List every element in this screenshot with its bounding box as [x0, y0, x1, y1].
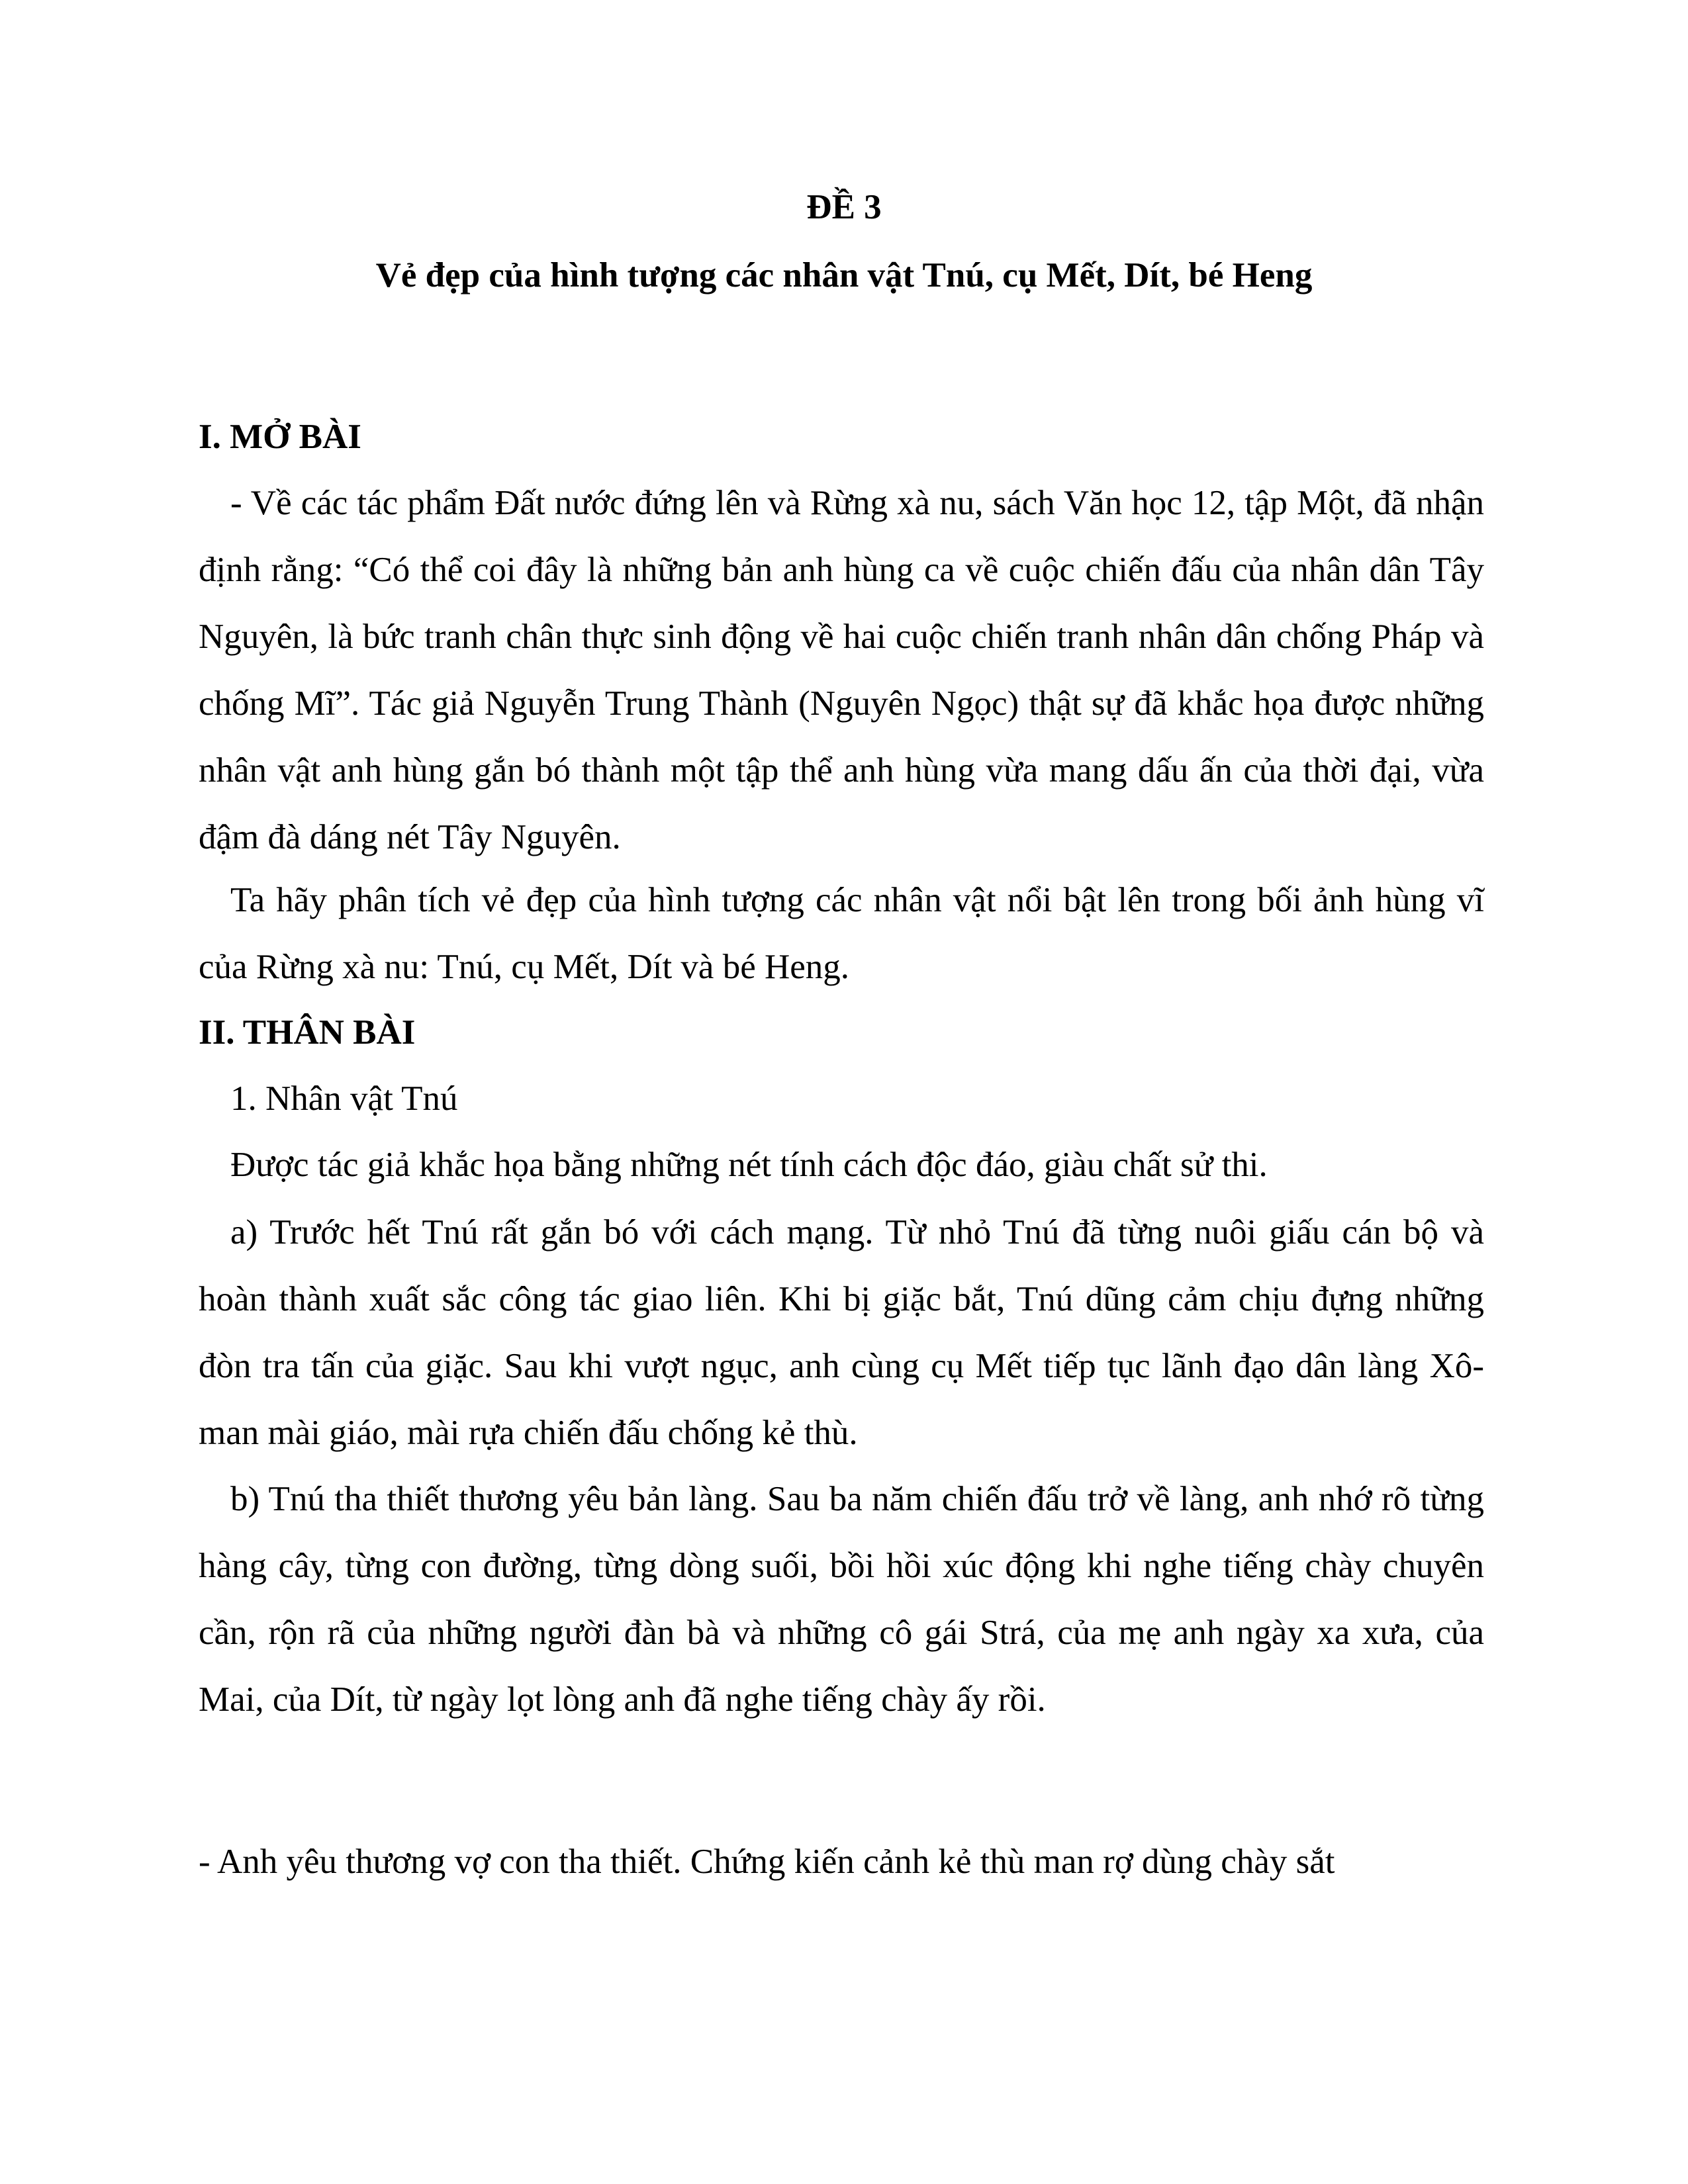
document-title: ĐỀ 3 — [806, 188, 882, 226]
paragraph-intro-thesis: Ta hãy phân tích vẻ đẹp của hình tượng các nhân vật nổi bật lên trong bối ảnh hùng vĩ của Rừng xà nu: Tnú, cụ Mết, Dít và bé Heng. — [199, 881, 1484, 986]
document-subtitle: Vẻ đẹp của hình tượng các nhân vật Tnú, cụ Mết, Dít, bé Heng — [375, 256, 1313, 295]
section-heading-intro: I. MỞ BÀI — [199, 418, 361, 456]
section-heading-body: II. THÂN BÀI — [199, 1013, 416, 1052]
subsection-heading-tnu: 1. Nhân vật Tnú — [230, 1079, 458, 1118]
paragraph-tnu-overview: Được tác giả khắc họa bằng những nét tính cách độc đáo, giàu chất sử thi. — [230, 1146, 1268, 1184]
paragraph-tnu-village: b) Tnú tha thiết thương yêu bản làng. Sau ba năm chiến đấu trở về làng, anh nhớ rõ từng hàng cây, từng con đường, từng dòng suối, bồi hồi xúc động khi nghe tiếng chày chuyên cần, rộn rã của những người đàn bà và những cô gái Strá, của mẹ anh ngày xa xưa, của Mai, của Dít, từ ngày lọt lòng anh đã nghe tiếng chày ấy rồi. — [199, 1480, 1484, 1719]
paragraph-tnu-family: - Anh yêu thương vợ con tha thiết. Chứng kiến cảnh kẻ thù man rợ dùng chày sắt — [199, 1843, 1335, 1881]
paragraph-tnu-revolution: a) Trước hết Tnú rất gắn bó với cách mạng. Từ nhỏ Tnú đã từng nuôi giấu cán bộ và hoàn thành xuất sắc công tác giao liên. Khi bị giặc bắt, Tnú dũng cảm chịu đựng những đòn tra tấn của giặc. Sau khi vượt ngục, anh cùng cụ Mết tiếp tục lãnh đạo dân làng Xô-man mài giáo, mài rựa chiến đấu chống kẻ thù. — [199, 1213, 1484, 1452]
paragraph-intro-quote: - Về các tác phẩm Đất nước đứng lên và Rừng xà nu, sách Văn học 12, tập Một, đã nhận định rằng: “Có thể coi đây là những bản anh hùng ca về cuộc chiến đấu của nhân dân Tây Nguyên, là bức tranh chân thực sinh động về hai cuộc chiến tranh nhân dân chống Pháp và chống Mĩ”. Tác giả Nguyễn Trung Thành (Nguyên Ngọc) thật sự đã khắc họa được những nhân vật anh hùng gắn bó thành một tập thể anh hùng vừa mang dấu ấn của thời đại, vừa đậm đà dáng nét Tây Nguyên. — [199, 484, 1484, 856]
